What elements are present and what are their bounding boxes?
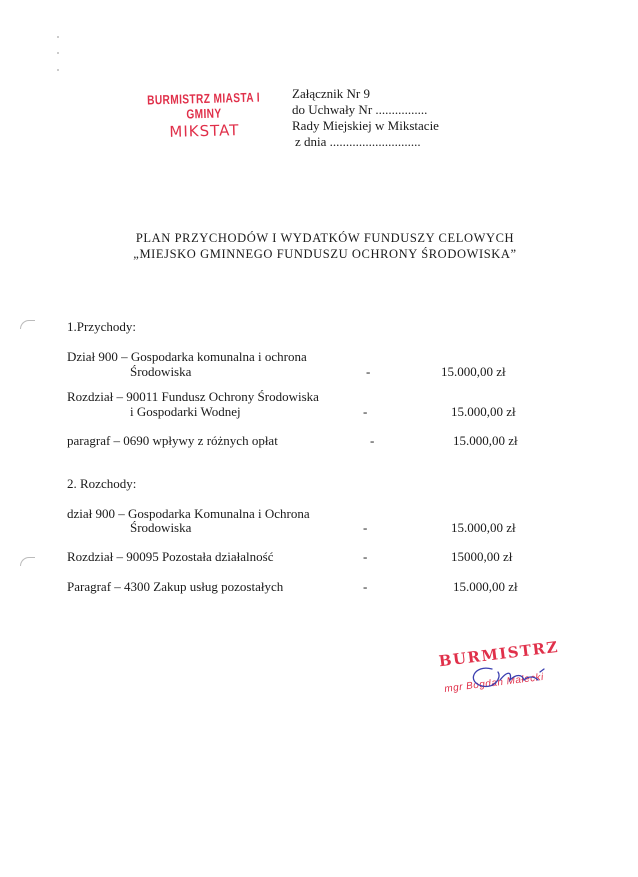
annex-line: do Uchwały Nr ................ (292, 102, 428, 117)
row-dash: - (363, 579, 368, 594)
stamp-line-1: BURMISTRZ MIASTA I GMINY (146, 89, 261, 122)
row-amount: 15.000,00 zł (453, 579, 518, 594)
row-label-cont: Środowiska (130, 520, 192, 535)
scan-speck (57, 69, 59, 71)
row-label: paragraf – 0690 wpływy z różnych opłat (67, 433, 278, 448)
row-dash: - (363, 404, 368, 419)
mayor-stamp-name: mgr Bogdan Małecki (443, 671, 545, 695)
row-label: Dział 900 – Gospodarka komunalna i ochrona (67, 349, 307, 364)
row-amount: 15000,00 zł (451, 549, 513, 564)
row-label-cont: i Gospodarki Wodnej (130, 404, 241, 419)
annex-line: Załącznik Nr 9 (292, 86, 370, 101)
row-label: Paragraf – 4300 Zakup usług pozostałych (67, 579, 284, 594)
scan-speck (57, 52, 59, 54)
row-label-cont: Środowiska (130, 364, 192, 379)
row-label: Rozdział – 90011 Fundusz Ochrony Środowiska (67, 389, 319, 404)
row-label: dział 900 – Gospodarka Komunalna i Ochrona (67, 506, 310, 521)
row-label: Rozdział – 90095 Pozostała działalność (67, 549, 274, 564)
document-title-line-1: PLAN PRZYCHODÓW I WYDATKÓW FUNDUSZY CELOWYCH (135, 231, 515, 245)
row-dash: - (370, 433, 375, 448)
document-title-line-2: „MIEJSKO GMINNEGO FUNDUSZU OCHRONY ŚRODOWISKA” (133, 247, 517, 261)
row-amount: 15.000,00 zł (451, 404, 516, 419)
row-dash: - (366, 364, 371, 379)
margin-mark (20, 320, 35, 329)
mayor-stamp-title: BURMISTRZ (437, 637, 560, 671)
row-dash: - (363, 549, 368, 564)
annex-line: z dnia ............................ (295, 134, 421, 149)
row-amount: 15.000,00 zł (441, 364, 506, 379)
margin-mark (20, 557, 35, 566)
handwritten-signature (464, 660, 560, 692)
row-dash: - (363, 520, 368, 535)
annex-note (292, 86, 439, 150)
office-stamp (123, 89, 284, 142)
scan-speck (57, 36, 59, 38)
income-heading: 1.Przychody: (67, 319, 136, 334)
annex-line: Rady Miejskiej w Mikstacie (292, 118, 439, 133)
row-amount: 15.000,00 zł (451, 520, 516, 535)
expenses-heading: 2. Rozchody: (67, 476, 137, 491)
stamp-line-2: MIKSTAT (169, 121, 240, 141)
row-amount: 15.000,00 zł (453, 433, 518, 448)
